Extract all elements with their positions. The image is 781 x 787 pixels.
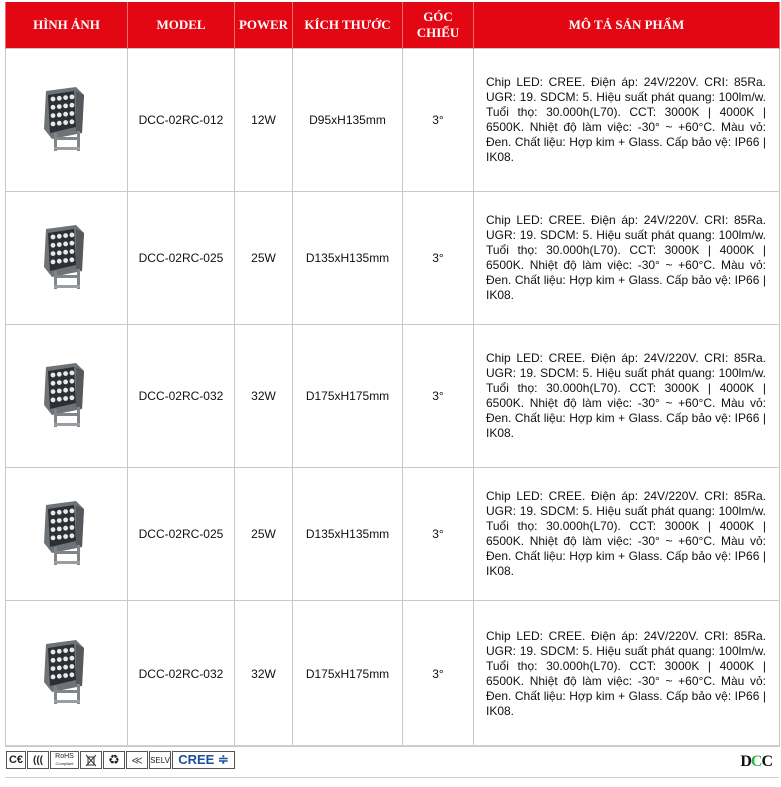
product-table <box>5 2 780 747</box>
product-image <box>6 601 128 747</box>
size-cell: D175xH175mm <box>293 601 403 747</box>
selv-badge: SELV <box>149 751 171 769</box>
cree-logo: CREE ≑ <box>172 751 235 769</box>
power-cell: 12W <box>235 49 293 192</box>
model-cell: DCC-02RC-032 <box>128 325 235 468</box>
model-cell: DCC-02RC-025 <box>128 468 235 601</box>
ccc-mark-icon: ((( <box>27 751 49 769</box>
table-row <box>6 468 780 601</box>
model-cell: DCC-02RC-012 <box>128 49 235 192</box>
table-row <box>6 601 780 747</box>
col-image: HÌNH ẢNH <box>6 2 128 49</box>
col-angle: GÓC CHIẾU <box>403 2 474 49</box>
model-cell: DCC-02RC-025 <box>128 192 235 325</box>
table-row <box>6 192 780 325</box>
product-image <box>6 192 128 325</box>
table-row <box>6 49 780 192</box>
col-power: POWER <box>235 2 293 49</box>
class-iii-icon: ≪ <box>126 751 148 769</box>
description-cell: Chip LED: CREE. Điện áp: 24V/220V. CRI: 85Ra. UGR: 19. SDCM: 5. Hiệu suất phát quang: 100lm/w. Tuổi thọ: 30.000h(L70). CCT: 3000K | 4000K | 6500K. Nhiệt độ làm việc: -30° ~ +60°C. Màu vỏ: Đen. Chất liệu: Hợp kim + Glass. Cấp bảo vệ: IP66 | IK08. <box>474 192 780 325</box>
product-image <box>6 325 128 468</box>
divider <box>5 745 779 746</box>
floodlight-icon <box>36 636 98 708</box>
certification-badges <box>6 751 235 769</box>
col-description: MÔ TẢ SẢN PHẨM <box>474 2 780 49</box>
recycle-icon: ♻ <box>103 751 125 769</box>
product-image <box>6 49 128 192</box>
power-cell: 25W <box>235 192 293 325</box>
dcc-logo: DCC <box>740 753 772 770</box>
description-cell: Chip LED: CREE. Điện áp: 24V/220V. CRI: 85Ra. UGR: 19. SDCM: 5. Hiệu suất phát quang: 100lm/w. Tuổi thọ: 30.000h(L70). CCT: 3000K | 4000K | 6500K. Nhiệt độ làm việc: -30° ~ +60°C. Màu vỏ: Đen. Chất liệu: Hợp kim + Glass. Cấp bảo vệ: IP66 | IK08. <box>474 601 780 747</box>
product-image <box>6 468 128 601</box>
angle-cell: 3° <box>403 468 474 601</box>
col-model: MODEL <box>128 2 235 49</box>
size-cell: D135xH135mm <box>293 192 403 325</box>
model-cell: DCC-02RC-032 <box>128 601 235 747</box>
col-size: KÍCH THƯỚC <box>293 2 403 49</box>
floodlight-icon <box>36 497 98 569</box>
description-cell: Chip LED: CREE. Điện áp: 24V/220V. CRI: 85Ra. UGR: 19. SDCM: 5. Hiệu suất phát quang: 100lm/w. Tuổi thọ: 30.000h(L70). CCT: 3000K | 4000K | 6500K. Nhiệt độ làm việc: -30° ~ +60°C. Màu vỏ: Đen. Chất liệu: Hợp kim + Glass. Cấp bảo vệ: IP66 | IK08. <box>474 49 780 192</box>
table-header <box>6 2 780 49</box>
rohs-sub-label: Compliant <box>55 761 74 766</box>
power-cell: 32W <box>235 325 293 468</box>
rohs-badge-icon <box>50 751 79 769</box>
size-cell: D95xH135mm <box>293 49 403 192</box>
description-cell: Chip LED: CREE. Điện áp: 24V/220V. CRI: 85Ra. UGR: 19. SDCM: 5. Hiệu suất phát quang: 100lm/w. Tuổi thọ: 30.000h(L70). CCT: 3000K | 4000K | 6500K. Nhiệt độ làm việc: -30° ~ +60°C. Màu vỏ: Đen. Chất liệu: Hợp kim + Glass. Cấp bảo vệ: IP66 | IK08. <box>474 468 780 601</box>
angle-cell: 3° <box>403 601 474 747</box>
floodlight-icon <box>36 83 98 155</box>
size-cell: D175xH175mm <box>293 325 403 468</box>
power-cell: 32W <box>235 601 293 747</box>
rohs-label: RoHS <box>55 753 74 760</box>
size-cell: D135xH135mm <box>293 468 403 601</box>
angle-cell: 3° <box>403 192 474 325</box>
divider <box>5 777 779 778</box>
angle-cell: 3° <box>403 325 474 468</box>
table-row <box>6 325 780 468</box>
power-cell: 25W <box>235 468 293 601</box>
description-cell: Chip LED: CREE. Điện áp: 24V/220V. CRI: 85Ra. UGR: 19. SDCM: 5. Hiệu suất phát quang: 100lm/w. Tuổi thọ: 30.000h(L70). CCT: 3000K | 4000K | 6500K. Nhiệt độ làm việc: -30° ~ +60°C. Màu vỏ: Đen. Chất liệu: Hợp kim + Glass. Cấp bảo vệ: IP66 | IK08. <box>474 325 780 468</box>
floodlight-icon <box>36 221 98 293</box>
ce-mark-icon: C€ <box>6 751 26 769</box>
weee-bin-icon <box>80 751 102 769</box>
floodlight-icon <box>36 359 98 431</box>
angle-cell: 3° <box>403 49 474 192</box>
